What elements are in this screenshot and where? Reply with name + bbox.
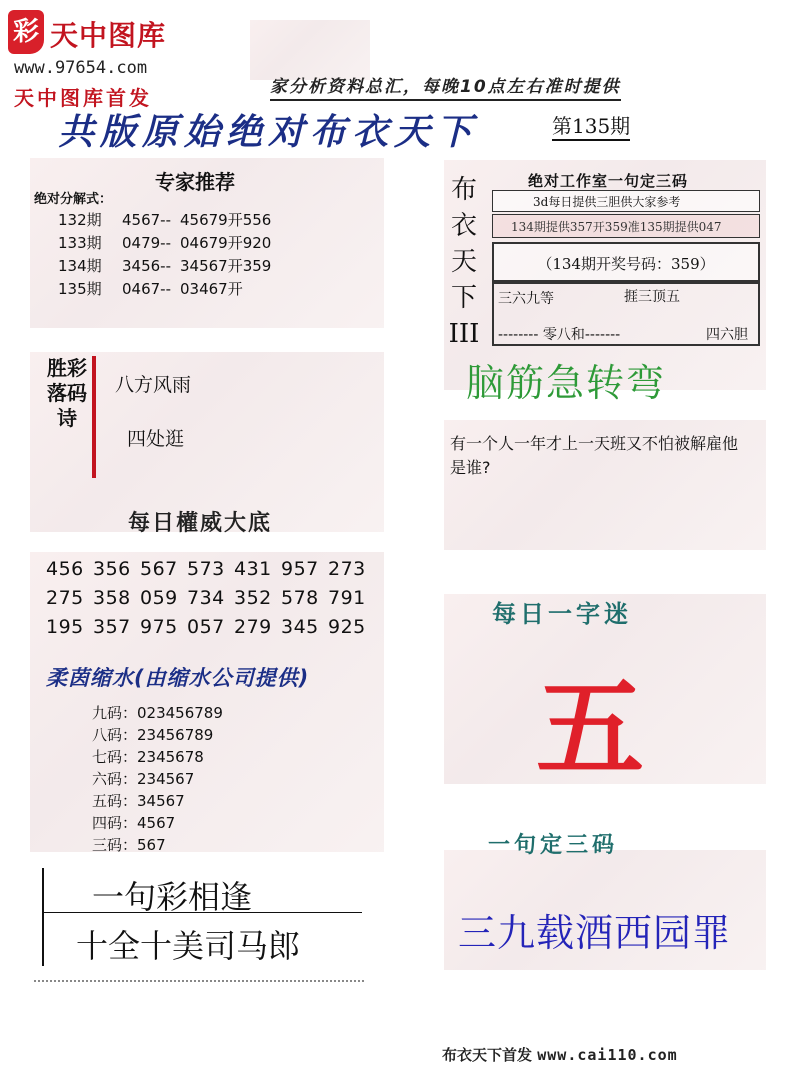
number-cell: 573 <box>187 558 225 580</box>
prediction-row <box>58 255 271 276</box>
expert-title: 专家推荐 <box>155 170 235 194</box>
phrase-line-2: 十全十美司马郎 <box>76 927 301 965</box>
number-cell: 456 <box>46 558 84 580</box>
prediction-code: 0479-- <box>122 234 171 252</box>
shrink-row: 三码：567 <box>92 836 166 854</box>
prediction-issue: 132期 <box>58 211 102 229</box>
number-cell: 345 <box>281 616 319 638</box>
shrink-row: 八码：23456789 <box>92 726 214 744</box>
number-cell: 431 <box>234 558 272 580</box>
shrink-row: 六码：234567 <box>92 770 195 788</box>
poem-line-2: 四处逛 <box>127 428 185 450</box>
prediction-row <box>58 209 271 230</box>
number-cell: 195 <box>46 616 84 638</box>
studio-note: 3d每日提供三胆供大家参考 <box>492 190 760 212</box>
logo-icon: 彩 <box>8 10 44 54</box>
number-cell: 734 <box>187 587 225 609</box>
poem-line-1: 八方风雨 <box>115 374 192 396</box>
prediction-code: 3456-- <box>122 257 171 275</box>
number-cell: 957 <box>281 558 319 580</box>
studio-title: 绝对工作室一句定三码 <box>528 172 689 190</box>
sentence-title: 一句定三码 <box>488 833 619 858</box>
number-cell: 352 <box>234 587 272 609</box>
number-cell: 279 <box>234 616 272 638</box>
faded-scribble-divider <box>34 980 364 990</box>
number-row <box>46 558 375 580</box>
daily-base-title: 每日權威大底 <box>128 511 273 536</box>
number-cell: 578 <box>281 587 319 609</box>
site-name: 天中图库 <box>50 19 167 52</box>
number-cell: 791 <box>328 587 366 609</box>
poem-vertical-title: 胜彩落码诗 <box>47 356 87 430</box>
phrase-line-1: 一句彩相逢 <box>92 878 253 916</box>
sentence-answer: 三九载酒西园罪 <box>458 911 732 955</box>
number-cell: 925 <box>328 616 366 638</box>
number-row <box>46 587 375 609</box>
studio-history: 134期提供357开359准135期提供047 <box>492 214 760 238</box>
number-row <box>46 616 375 638</box>
number-cell: 356 <box>93 558 131 580</box>
shrink-row: 五码：34567 <box>92 792 185 810</box>
riddle-question: 有一个人一年才上一天班又不怕被解雇他是谁? <box>450 434 739 477</box>
prediction-issue: 134期 <box>58 257 102 275</box>
riddle-title: 脑筋急转弯 <box>466 361 667 405</box>
number-cell: 567 <box>140 558 178 580</box>
char-riddle-title: 每日一字迷 <box>492 600 632 628</box>
footer-label: 布衣天下首发 <box>442 1046 533 1064</box>
prediction-code: 4567-- <box>122 211 171 229</box>
studio-draw-result: （134期开奖号码：359） <box>492 242 760 282</box>
issue-number: 第135期 <box>552 110 630 141</box>
shrink-row: 四码：4567 <box>92 814 176 832</box>
number-cell: 358 <box>93 587 131 609</box>
prediction-issue: 135期 <box>58 280 102 298</box>
shrink-row: 七码：2345678 <box>92 748 204 766</box>
prediction-result: 34567开359 <box>180 257 272 275</box>
prediction-code: 0467-- <box>122 280 171 298</box>
footer <box>442 1044 678 1065</box>
main-title: 共版原始绝对布衣天下 <box>58 111 479 153</box>
prediction-result: 04679开920 <box>180 234 272 252</box>
number-cell: 059 <box>140 587 178 609</box>
number-cell: 357 <box>93 616 131 638</box>
prediction-row <box>58 278 243 299</box>
prediction-result: 45679开556 <box>180 211 272 229</box>
footer-url[interactable]: www.cai110.com <box>537 1046 678 1064</box>
shrink-title: 柔茵缩水(由缩水公司提供) <box>46 666 310 690</box>
prediction-issue: 133期 <box>58 234 102 252</box>
studio-hint-c: -------- 零八和------- <box>498 327 621 343</box>
char-riddle-character: 五 <box>536 667 645 792</box>
number-cell: 975 <box>140 616 178 638</box>
site-url[interactable]: www.97654.com <box>14 58 148 78</box>
number-cell: 275 <box>46 587 84 609</box>
tagline: 家分析资料总汇，每晚10点左右准时提供 <box>270 72 621 101</box>
studio-hint-a: 三六九等 <box>498 291 554 307</box>
number-cell: 273 <box>328 558 366 580</box>
prediction-result: 03467开 <box>180 280 243 298</box>
number-cell: 057 <box>187 616 225 638</box>
studio-hint-d: 四六胆 <box>706 327 748 343</box>
background-panel-header <box>250 20 370 80</box>
studio-hint-b: 捱三顶五 <box>624 289 680 305</box>
prediction-row <box>58 232 271 253</box>
shrink-row: 九码：023456789 <box>92 704 223 722</box>
studio-vertical-title: 布衣天下III <box>448 175 480 349</box>
poem-divider <box>92 356 96 478</box>
site-subtitle: 天中图库首发 <box>14 86 152 110</box>
formula-label: 绝对分解式： <box>34 192 113 207</box>
